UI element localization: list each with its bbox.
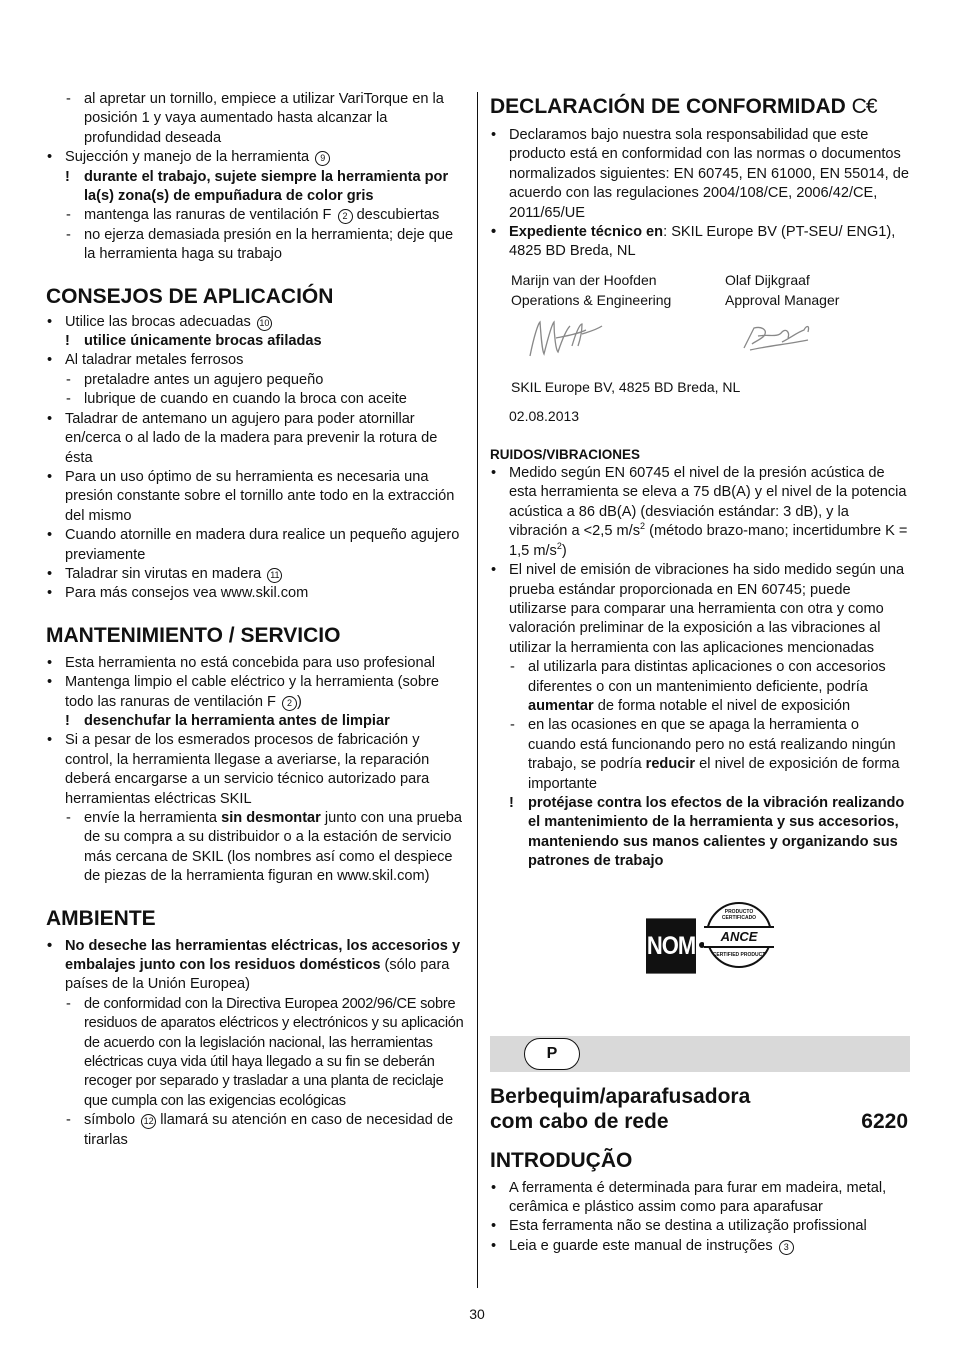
warning-item: ! durante el trabajo, sujete siempre la herramienta por la(s) zona(s) de empuñadura de color gris [65,168,449,205]
list-item: - envíe la herramienta sin desmontar junto con una prueba de su compra a su distribuidor o a la estación de servicio más cercana de SKIL (los nombres así como el despiece de piezas de la herramienta figuran en www.skil.com) [66,810,463,885]
ref-number: 11 [267,568,282,583]
section-heading: AMBIENTE [46,906,156,930]
list-item: • Declaramos bajo nuestra sola responsabilidad que este producto está en conformidad con las normas o documentos normalizados siguientes: EN 60745, EN 61000, EN 55014, de acuerdo con las regulaciones 2004/108/CE, 2006/42/CE, 2011/65/UE [491,127,909,221]
warning-item: ! desenchufar la herramienta antes de limpiar [65,712,390,729]
list-item: • Leia e guarde este manual de instruções 3 [490,1237,910,1256]
list-item: • Taladrar de antemano un agujero para poder atornillar en/cerca o al lado de la madera para prevenir la rotura de ésta [47,410,438,466]
signature-1-icon [526,316,606,364]
right-column [490,90,910,1256]
list-item: • Taladrar sin virutas en madera 11 [46,565,466,584]
list-item: • Mantenga limpio el cable eléctrico y la herramienta (sobre todo las ranuras de ventilación F 2 ) [47,674,439,710]
ref-number: 9 [315,151,330,166]
subsection-heading: RUIDOS/VIBRACIONES [490,446,641,462]
list-item: - no ejerza demasiada presión en la herramienta; deje que la herramienta haga su trabajo [66,226,454,263]
warning-item: ! protéjase contra los efectos de la vibración realizando el mantenimiento de la herramienta y sus accesorios, manteniendo sus manos calientes y organizando sus patrones de trabajo [509,794,905,870]
list-item: • Sujección y manejo de la herramienta 9 [46,148,466,167]
section-heading: INTRODUÇÃO [490,1148,633,1172]
section-heading: MANTENIMIENTO / SERVICIO [46,623,341,647]
certification-logos [490,886,910,1006]
signature-block [490,270,910,378]
list-item: • A ferramenta é determinada para furar em madeira, metal, cerâmica e plástico assim como para aparafusar [491,1179,887,1215]
column-divider [477,92,478,1288]
warning-item: ! utilice únicamente brocas afiladas [65,333,322,350]
nom-logo: NOM [646,918,696,973]
list-item: • Al taladrar metales ferrosos [47,352,244,369]
list-item: • El nivel de emisión de vibraciones ha sido medido según una prueba estándar proporcionada en EN 60745; puede utilizarse para comparar una herramienta con otra y como valoración preliminar de la exposición a las vibraciones al utilizar la herramienta con las aplicaciones mencionadas [491,562,905,656]
list-item: • Esta ferramenta não se destina a utilização profissional [491,1218,867,1235]
product-title: Berbequim/aparafusadora com cabo de rede 6220 [490,1084,908,1133]
signature-2-icon [738,318,818,358]
ref-number: 12 [141,1114,156,1129]
list-item: • Utilice las brocas adecuadas 10 [46,313,466,332]
section-heading: DECLARACIÓN DE CONFORMIDAD C€ [490,95,877,118]
list-item: - de conformidad con la Directiva Europea 2002/96/CE sobre residuos de aparatos eléctricos y electrónicos y su aplicación de acuerdo con la legislación nacional, las herramientas eléctricas cuya vida útil haya llegado a su fin se deberán recoger por separado y trasladar a una planta de reciclaje que cumpla con las exigencias ecológicas [66,995,464,1109]
list-item: • Para un uso óptimo de su herramienta es necesaria una presión constante sobre el tornillo ante todo en la extracción del mismo [47,468,455,524]
product-model: 6220 [861,1109,908,1133]
list-item: - pretaladre antes un agujero pequeño [66,371,324,388]
list-item: - al utilizarla para distintas aplicaciones o con accesorios diferentes o con un mantenimiento deficiente, podría aumentar de forma notable el nivel de exposición [510,659,886,714]
language-bar [490,1036,910,1072]
list-item: • No deseche las herramientas eléctricas, los accesorios y embalajes junto con los residuos domésticos (sólo para países de la Unión Europea) [47,937,461,993]
signer-role: Operations & Engineering [511,291,672,308]
left-column [46,90,466,1150]
signer-name: Olaf Dijkgraaf [725,271,810,288]
section-heading: CONSEJOS DE APLICACIÓN [46,284,334,308]
ance-seal: PRODUCTO CERTIFICADO ANCE CERTIFIED PRODUCT [706,902,772,968]
declaration-date: 02.08.2013 [509,408,580,425]
company-address: SKIL Europe BV, 4825 BD Breda, NL [511,378,741,395]
language-badge: P [524,1038,580,1070]
ance-logo: ANCE [704,926,774,948]
list-item: - al apretar un tornillo, empiece a utilizar VariTorque en la posición 1 y vaya aumentado hasta alcanzar la profundidad deseada [66,91,444,146]
list-item: - mantenga las ranuras de ventilación F 2 descubiertas [66,207,440,224]
ref-number: 2 [338,209,353,224]
list-item: • Para más consejos vea www.skil.com [47,585,309,602]
page-number: 30 [469,1306,485,1322]
ref-number: 3 [779,1240,794,1255]
ref-number: 2 [282,696,297,711]
ce-mark-icon: C€ [851,95,877,118]
list-item: - símbolo 12 llamará su atención en caso de necesidad de tirarlas [66,1112,454,1148]
signer-name: Marijn van der Hoofden [511,271,657,288]
list-item: • Medido según EN 60745 el nivel de la presión acústica de esta herramienta se eleva a 75 dB(A) y el nivel de la potencia acústica a 86 dB(A) (desviación estándar: 3 dB), y la vibración a <2,5 $m/s^2$ (método brazo-mano; incertidumbre K = 1,5 $m/s^2$) [491,465,908,559]
ref-number: 10 [257,316,272,331]
list-item: - en las ocasiones en que se apaga la herramienta o cuando está funcionando pero no está realizando ningún trabajo, se podría reducir el nivel de exposición de forma importante [510,717,900,792]
signer-role: Approval Manager [725,291,840,308]
list-item: • Expediente técnico en: SKIL Europe BV (PT-SEU/ ENG1), 4825 BD Breda, NL [491,224,896,260]
list-item: • Esta herramienta no está concebida para uso profesional [47,654,435,671]
list-item: • Si a pesar de los esmerados procesos de fabricación y control, la herramienta llegase a averiarse, la reparación deberá encargarse a un servicio técnico autorizado para herramientas eléctricas SKIL [47,732,430,807]
list-item: - lubrique de cuando en cuando la broca con aceite [66,391,407,408]
list-item: • Cuando atornille en madera dura realice un pequeño agujero previamente [47,527,460,563]
